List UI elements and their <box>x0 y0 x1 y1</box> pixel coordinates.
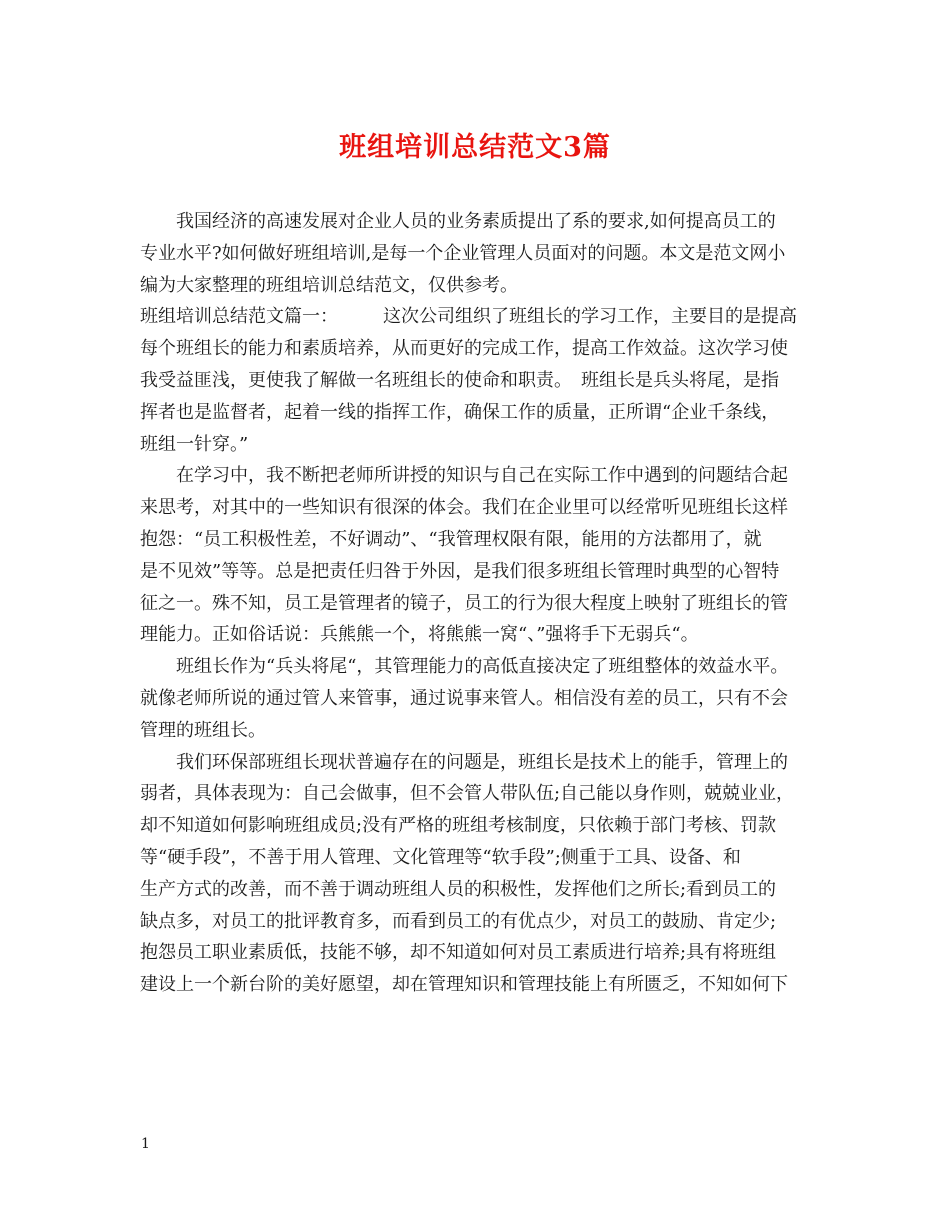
text-line: 是不见效”等等。总是把责任归咎于外因，是我们很多班组长管理时典型的心智特 <box>140 560 780 582</box>
text-line: 我国经济的高速发展对企业人员的业务素质提出了系的要求,如何提高员工的 <box>176 211 776 232</box>
text-line: 建设上一个新台阶的美好愿望，却在管理知识和管理技能上有所匮乏，不知如何下 <box>140 974 788 996</box>
text-line: 每个班组长的能力和素质培养，从而更好的完成工作，提高工作效益。这次学习使 <box>140 338 788 360</box>
document-title: 班组培训总结范文3篇 <box>339 132 611 163</box>
text-line: 我们环保部班组长现状普遍存在的问题是，班组长是技术上的能手，管理上的 <box>176 751 788 773</box>
text-line: 征之一。殊不知，员工是管理者的镜子，员工的行为很大程度上映射了班组长的管 <box>140 592 788 614</box>
text-line: 我受益匪浅，更使我了解做一名班组长的使命和职责。 班组长是兵头将尾，是指 <box>140 369 779 391</box>
text-line: 来思考，对其中的一些知识有很深的体会。我们在企业里可以经常听见班组长这样 <box>140 497 788 519</box>
text-line: 抱怨：“员工积极性差，不好调动”、“我管理权限有限，能用的方法都用了，就 <box>140 528 762 550</box>
text-line: 管理的班组长。 <box>140 719 266 741</box>
text-line: 编为大家整理的班组培训总结范文，仅供参考。 <box>140 274 518 296</box>
text-line: 抱怨员工职业素质低，技能不够，却不知道如何对员工素质进行培养;具有将班组 <box>140 942 777 964</box>
text-line: 却不知道如何影响班组成员;没有严格的班组考核制度，只依赖于部门考核、罚款 <box>140 815 777 837</box>
text-line: 缺点多，对员工的批评教育多，而看到员工的有优点少，对员工的鼓励、肯定少; <box>140 910 777 932</box>
text-line: 专业水平?如何做好班组培训,是每一个企业管理人员面对的问题。本文是范文网小 <box>140 242 786 264</box>
text-line: 班组培训总结范文篇一： 这次公司组织了班组长的学习工作，主要目的是提高 <box>140 306 797 328</box>
page-number: 1 <box>141 1136 150 1152</box>
text-line: 就像老师所说的通过管人来管事，通过说事来管人。相信没有差的员工，只有不会 <box>140 687 788 709</box>
text-line: 生产方式的改善，而不善于调动班组人员的积极性，发挥他们之所长;看到员工的 <box>140 878 777 900</box>
text-line: 班组一针穿。” <box>140 433 249 455</box>
text-line: 挥者也是监督者，起着一线的指挥工作，确保工作的质量，正所谓“企业千条线， <box>140 401 780 423</box>
document-body <box>140 206 812 1001</box>
text-line: 理能力。正如俗话说：兵熊熊一个，将熊熊一窝“、”强将手下无弱兵“。 <box>140 624 699 646</box>
text-line: 弱者，具体表现为：自己会做事，但不会管人带队伍;自己能以身作则，兢兢业业， <box>140 783 795 805</box>
text-line: 班组长作为“兵头将尾“，其管理能力的高低直接决定了班组整体的效益水平。 <box>176 656 789 678</box>
text-line: 等“硬手段”，不善于用人管理、文化管理等“软手段”;侧重于工具、设备、和 <box>140 846 741 868</box>
text-line: 在学习中，我不断把老师所讲授的知识与自己在实际工作中遇到的问题结合起 <box>176 465 788 487</box>
